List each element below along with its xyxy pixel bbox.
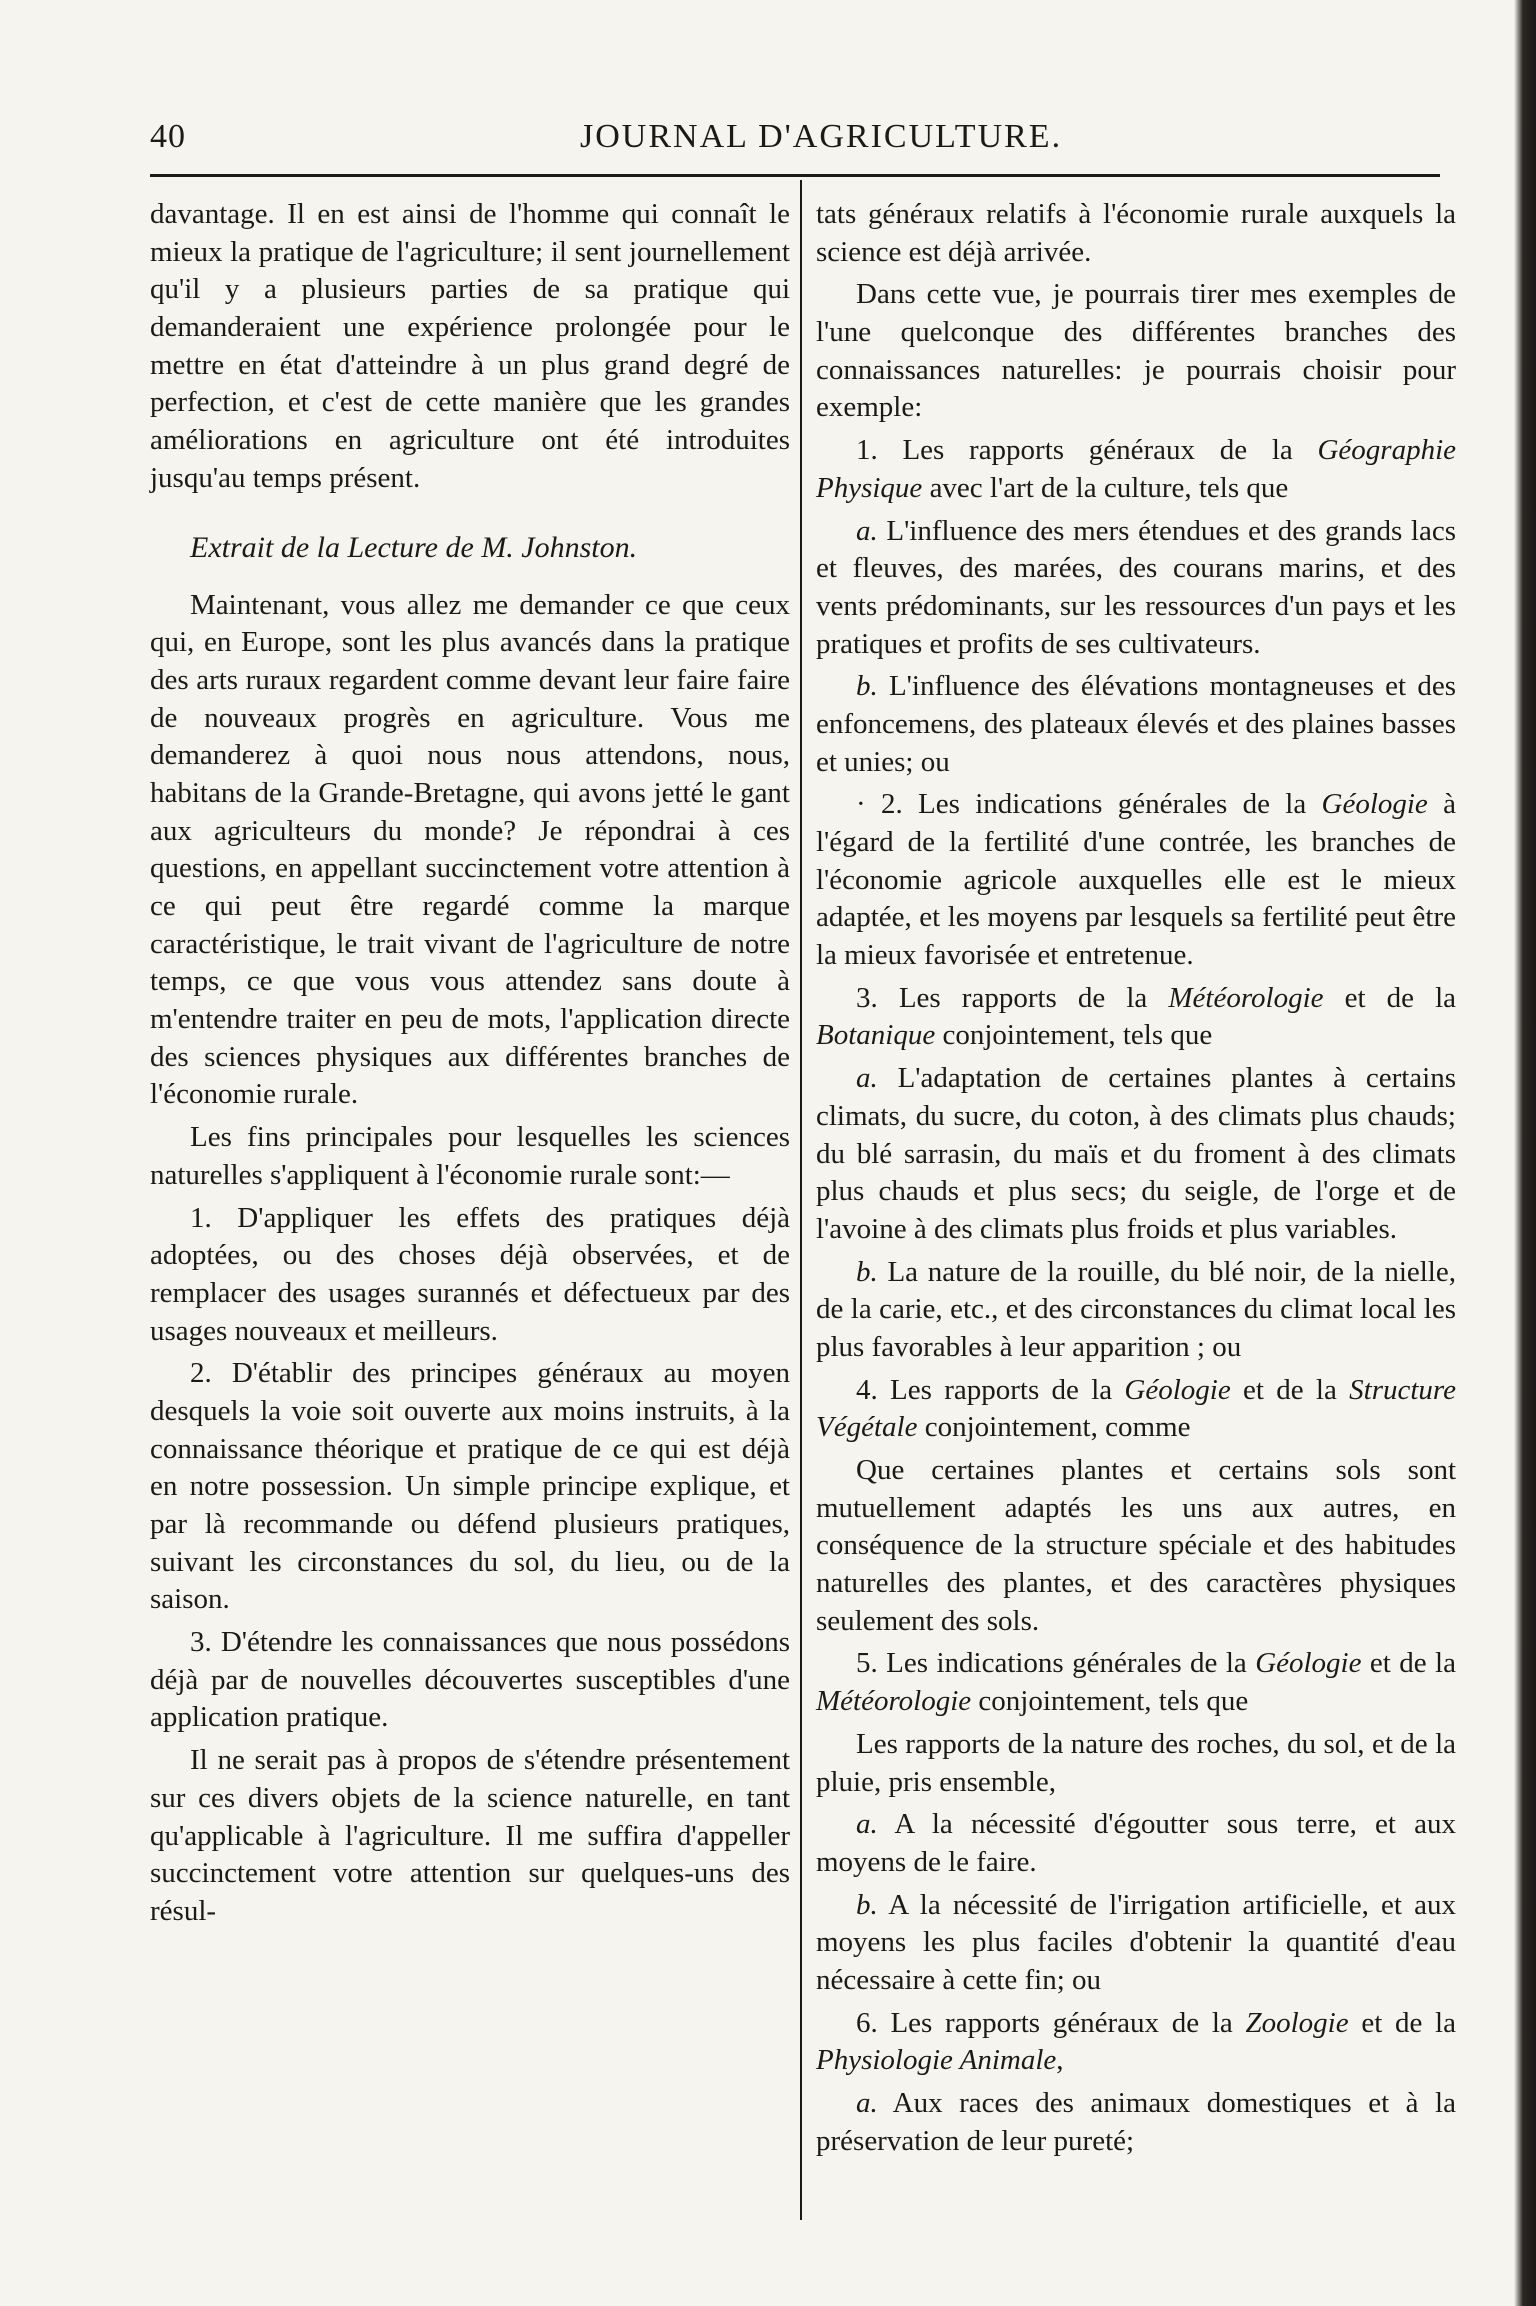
paragraph: Il ne serait pas à propos de s'étendre présentement sur ces divers objets de la science naturelle, en tant qu'applicable à l'agriculture. Il me suffira d'appeller succinctement votre attention sur quelques-uns des résul- xyxy=(150,1744,790,1927)
paragraph: Que certaines plantes et certains sols sont mutuellement adaptés les uns aux autres, en conséquence de la structure spéciale et des habitudes naturelles des plantes, et des caractères physiques seulement des sols. xyxy=(816,1454,1456,1637)
paragraph: tats généraux relatifs à l'économie rurale auxquels la science est déjà arrivée. xyxy=(816,198,1456,268)
page-number: 40 xyxy=(150,118,186,155)
paragraph: davantage. Il en est ainsi de l'homme qui connaît le mieux la pratique de l'agriculture; il sent journellement qu'il y a plusieurs parties de sa pratique qui demanderaient une expérience prolongée pour le mettre en état d'atteindre à un plus grand degré de perfection, et c'est de cette manière que les grandes améliorations en agriculture ont été introduites jusqu'au temps présent. xyxy=(150,198,790,494)
sub-item: a. Aux races des animaux domestiques et à la préservation de leur pureté; xyxy=(816,2087,1456,2157)
list-item: 2. D'établir des principes généraux au moyen desquels la voie soit ouverte aux moins instruits, à la connaissance théorique et pratique de ce qui est déjà en notre possession. Un simple principe explique, et par là recommande ou défend plusieurs pratiques, suivant les circonstances du sol, du lieu, ou de la saison. xyxy=(150,1357,790,1616)
list-item: 1. Les rapports généraux de la Géographie Physique avec l'art de la culture, tels que xyxy=(816,434,1456,504)
running-title: JOURNAL D'AGRICULTURE. xyxy=(580,118,1063,155)
list-item: 1. D'appliquer les effets des pratiques déjà adoptées, ou des choses déjà observées, et de remplacer des usages surannés et défectueux par des usages nouveaux et meilleurs. xyxy=(150,1201,790,1347)
list-item: · 2. Les indications générales de la Géologie à l'égard de la fertilité d'une contrée, les branches de l'économie agricole auxquelles elle est le mieux adaptée, et les moyens par lesquels sa fertilité peut être la mieux favorisée et entretenue. xyxy=(816,788,1456,972)
sub-item: a. A la nécessité d'égoutter sous terre, et aux moyens de le faire. xyxy=(816,1808,1456,1878)
left-column xyxy=(150,196,790,2246)
column-divider xyxy=(800,180,802,2220)
sub-item: a. L'influence des mers étendues et des grands lacs et fleuves, des marées, des courans marins, et des vents prédominants, sur les ressources d'un pays et les pratiques et profits de ses cultivateurs. xyxy=(816,514,1456,660)
page-header xyxy=(150,118,1450,166)
sub-item: b. L'influence des élévations montagneuses et des enfoncemens, des plateaux élevés et des plaines basses et unies; ou xyxy=(816,670,1456,778)
sub-item: b. A la nécessité de l'irrigation artificielle, et aux moyens les plus faciles d'obtenir la quantité d'eau nécessaire à cette fin; ou xyxy=(816,1888,1456,1996)
sub-item: b. La nature de la rouille, du blé noir, de la nielle, de la carie, etc., et des circonstances du climat local les plus favorables à leur apparition ; ou xyxy=(816,1255,1456,1363)
list-item: 6. Les rapports généraux de la Zoologie et de la Physiologie Animale, xyxy=(816,2006,1456,2077)
list-item: 3. Les rapports de la Météorologie et de la Botanique conjointement, tels que xyxy=(816,981,1457,1052)
list-item: 4. Les rapports de la Géologie et de la Structure Végétale conjointement, comme xyxy=(816,1373,1456,1444)
section-heading: Extrait de la Lecture de M. Johnston. xyxy=(190,530,638,564)
right-column xyxy=(816,196,1456,2246)
header-rule xyxy=(150,174,1440,177)
list-item: 3. D'étendre les connaissances que nous possédons déjà par de nouvelles découvertes susceptibles d'une application pratique. xyxy=(150,1626,790,1734)
paragraph: Maintenant, vous allez me demander ce que ceux qui, en Europe, sont les plus avancés dans la pratique des arts ruraux regardent comme devant leur faire faire de nouveaux progrès en agriculture. Vous me demanderez à quoi nous nous attendons, nous, habitans de la Grande-Bretagne, qui avons jetté le gant aux agriculteurs du monde? Je répondrai à ces questions, en appellant succinctement votre attention à ce qui peut être regardé comme la marque caractéristique, le trait vivant de l'agriculture de notre temps, ce que vous vous attendez sans doute à m'entendre traiter en peu de mots, l'application directe des sciences physiques aux différentes branches de l'économie rurale. xyxy=(150,588,790,1111)
sub-item: a. L'adaptation de certaines plantes à certains climats, du sucre, du coton, à des climats plus chauds; du blé sarrasin, du maïs et du froment à des climats plus chauds et plus secs; du seigle, de l'orge et de l'avoine à des climats plus froids et plus variables. xyxy=(816,1062,1456,1245)
paragraph: Les rapports de la nature des roches, du sol, et de la pluie, pris ensemble, xyxy=(816,1727,1456,1798)
list-item: 5. Les indications générales de la Géologie et de la Météorologie conjointement, tels que xyxy=(816,1647,1456,1718)
paragraph: Les fins principales pour lesquelles les sciences naturelles s'appliquent à l'économie rurale sont:— xyxy=(150,1121,790,1191)
page-edge-shadow xyxy=(1514,0,1536,2306)
paragraph: Dans cette vue, je pourrais tirer mes exemples de l'une quelconque des différentes branches des connaissances naturelles: je pourrais choisir pour exemple: xyxy=(816,278,1456,424)
